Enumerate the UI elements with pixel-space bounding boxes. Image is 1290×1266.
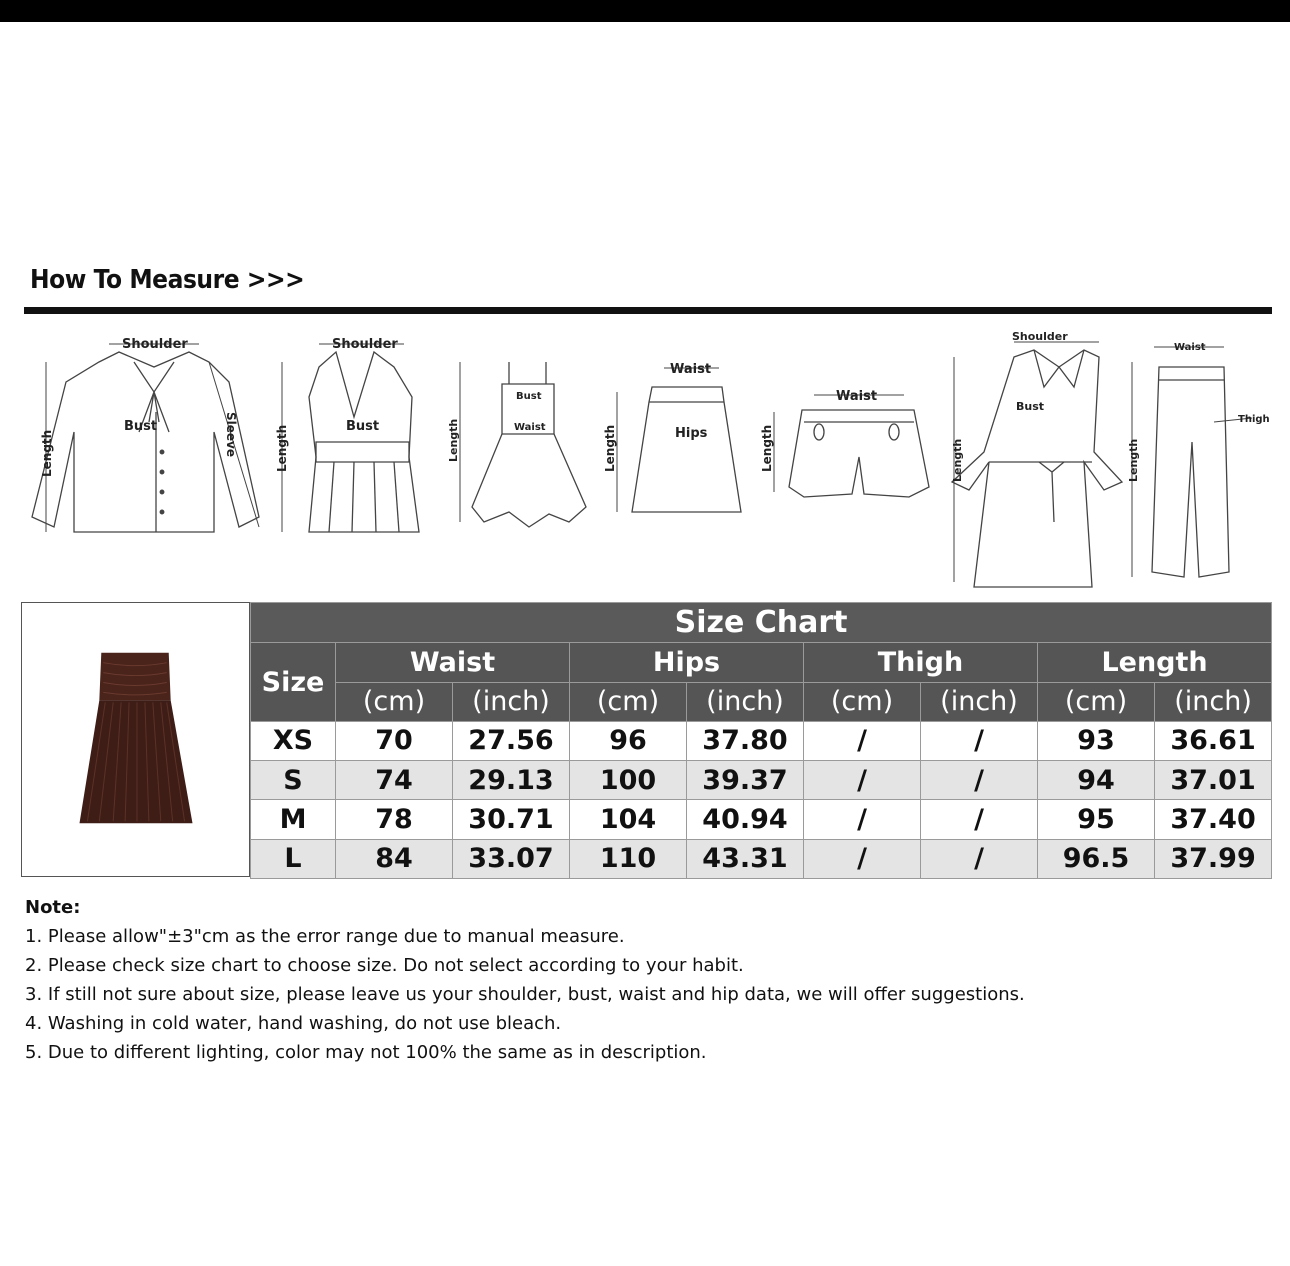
trousers-diagram — [1127, 342, 1270, 577]
tank-top-diagram — [275, 337, 419, 532]
unit-header: (inch) — [453, 682, 570, 721]
table-cell: 84 — [336, 839, 453, 878]
table-cell: / — [804, 721, 921, 760]
note-item: 3. If still not sure about size, please leave us your shoulder, bust, waist and hip data, we will offer suggestions. — [25, 984, 1025, 1005]
how-to-measure-heading: How To Measure >>> — [30, 265, 305, 295]
notes-section — [25, 893, 1225, 1067]
blouse-diagram — [32, 337, 259, 532]
table-cell: / — [804, 800, 921, 839]
table-cell: 37.01 — [1155, 761, 1272, 800]
unit-header: (inch) — [687, 682, 804, 721]
sleeve-label: Sleeve — [224, 412, 238, 457]
table-cell: 33.07 — [453, 839, 570, 878]
table-cell: 40.94 — [687, 800, 804, 839]
size-cell: M — [251, 800, 336, 839]
shoulder-label-2: Shoulder — [332, 337, 398, 352]
thigh-group-header: Thigh — [804, 643, 1038, 682]
size-chart-table — [250, 602, 1272, 879]
table-cell: 93 — [1038, 721, 1155, 760]
table-row — [251, 839, 1272, 878]
waist-label-7: Waist — [1174, 342, 1206, 353]
coat-diagram — [951, 330, 1122, 587]
table-cell: 96.5 — [1038, 839, 1155, 878]
table-cell: / — [804, 839, 921, 878]
table-row — [251, 800, 1272, 839]
table-cell: / — [921, 761, 1038, 800]
table-cell: 74 — [336, 761, 453, 800]
table-cell: 100 — [570, 761, 687, 800]
bust-label-3: Bust — [516, 391, 542, 402]
shorts-diagram — [760, 389, 929, 497]
length-label-3: Length — [447, 418, 460, 462]
length-label-6: Length — [951, 438, 964, 482]
table-cell: 27.56 — [453, 721, 570, 760]
table-cell: 43.31 — [687, 839, 804, 878]
length-label-5: Length — [760, 424, 774, 472]
table-cell: 70 — [336, 721, 453, 760]
waist-group-header: Waist — [336, 643, 570, 682]
notes-title: Note: — [25, 897, 81, 918]
waist-label-3: Waist — [514, 422, 546, 433]
table-cell: 78 — [336, 800, 453, 839]
heading-divider — [24, 307, 1272, 314]
shoulder-label-6: Shoulder — [1012, 330, 1068, 343]
length-label-1: Length — [40, 429, 54, 477]
size-column-header: Size — [251, 643, 336, 722]
waist-label-4: Waist — [670, 362, 712, 377]
table-cell: / — [921, 839, 1038, 878]
table-cell: / — [921, 800, 1038, 839]
bust-label-6: Bust — [1016, 400, 1045, 413]
note-item: 5. Due to different lighting, color may not 100% the same as in description. — [25, 1042, 707, 1063]
table-cell: / — [921, 721, 1038, 760]
bust-label-2: Bust — [346, 419, 380, 434]
table-cell: 94 — [1038, 761, 1155, 800]
unit-header: (cm) — [570, 682, 687, 721]
product-image — [21, 602, 250, 877]
note-item: 4. Washing in cold water, hand washing, do not use bleach. — [25, 1013, 562, 1034]
measurement-diagrams — [24, 322, 1274, 592]
waist-label-5: Waist — [836, 389, 878, 404]
size-cell: XS — [251, 721, 336, 760]
length-label-2: Length — [275, 424, 289, 472]
length-label-7: Length — [1127, 438, 1140, 482]
top-black-bar — [0, 0, 1290, 22]
table-cell: 37.40 — [1155, 800, 1272, 839]
table-row — [251, 761, 1272, 800]
bust-label-1: Bust — [124, 419, 158, 434]
length-group-header: Length — [1038, 643, 1272, 682]
size-cell: L — [251, 839, 336, 878]
table-cell: 29.13 — [453, 761, 570, 800]
table-cell: 110 — [570, 839, 687, 878]
size-cell: S — [251, 761, 336, 800]
table-cell: / — [804, 761, 921, 800]
table-cell: 37.80 — [687, 721, 804, 760]
table-cell: 39.37 — [687, 761, 804, 800]
a-line-skirt-diagram — [603, 362, 741, 512]
unit-header: (inch) — [1155, 682, 1272, 721]
table-cell: 36.61 — [1155, 721, 1272, 760]
table-cell: 104 — [570, 800, 687, 839]
unit-header: (inch) — [921, 682, 1038, 721]
note-item: 1. Please allow"±3"cm as the error range due to manual measure. — [25, 926, 625, 947]
table-cell: 95 — [1038, 800, 1155, 839]
note-item: 2. Please check size chart to choose size. Do not select according to your habit. — [25, 955, 744, 976]
shoulder-label-1: Shoulder — [122, 337, 188, 352]
size-chart-title: Size Chart — [251, 603, 1272, 643]
slip-dress-diagram — [447, 362, 586, 527]
table-cell: 96 — [570, 721, 687, 760]
hips-group-header: Hips — [570, 643, 804, 682]
table-row — [251, 721, 1272, 760]
hips-label-4: Hips — [675, 426, 708, 441]
table-cell: 37.99 — [1155, 839, 1272, 878]
unit-header: (cm) — [1038, 682, 1155, 721]
table-cell: 30.71 — [453, 800, 570, 839]
unit-header: (cm) — [804, 682, 921, 721]
length-label-4: Length — [603, 424, 617, 472]
unit-header: (cm) — [336, 682, 453, 721]
thigh-label-7: Thigh — [1238, 414, 1270, 425]
